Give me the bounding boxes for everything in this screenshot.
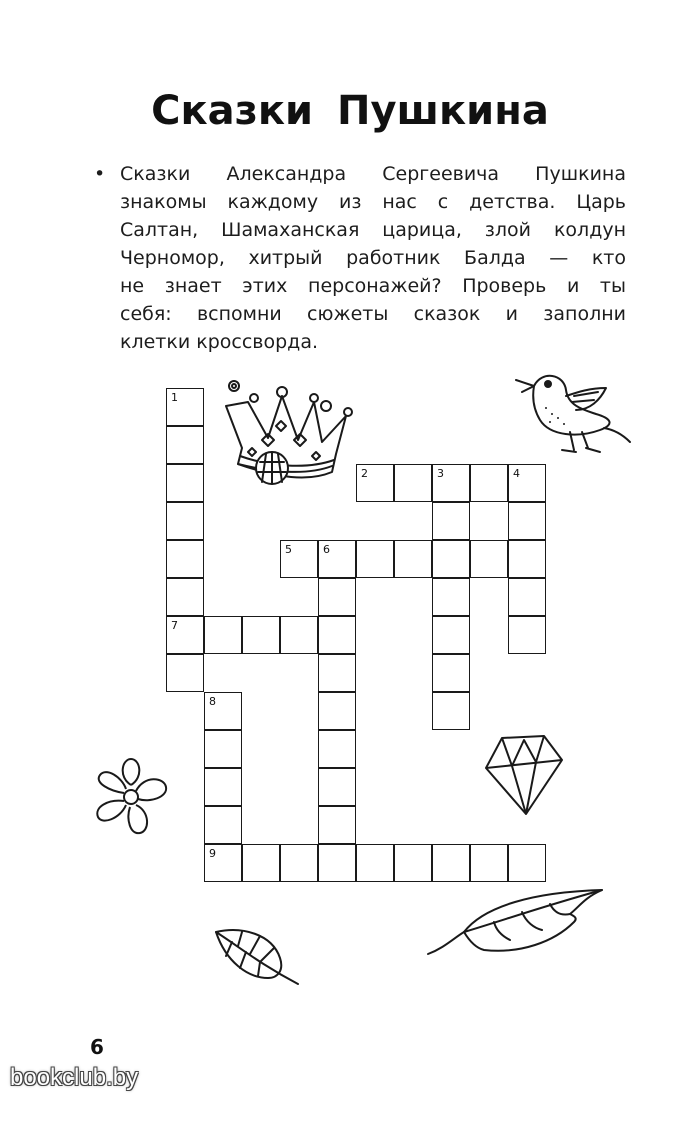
- crossword-cell[interactable]: [470, 464, 508, 502]
- crossword-cell[interactable]: [356, 844, 394, 882]
- crossword-cell[interactable]: [394, 540, 432, 578]
- crossword-cell[interactable]: [166, 426, 204, 464]
- crossword-cell[interactable]: [242, 844, 280, 882]
- crossword-cell[interactable]: [318, 692, 356, 730]
- crossword-cell[interactable]: [318, 806, 356, 844]
- intro-line: Черномор, хитрый работник Балда — кто: [120, 247, 626, 269]
- clue-number: 3: [437, 467, 444, 480]
- crossword-cell[interactable]: [432, 844, 470, 882]
- crossword-cell[interactable]: [204, 616, 242, 654]
- crossword-cell[interactable]: [204, 844, 242, 882]
- clue-number: 6: [323, 543, 330, 556]
- clue-number: 4: [513, 467, 520, 480]
- clue-number: 5: [285, 543, 292, 556]
- watermark: bookclub.by: [10, 1064, 139, 1091]
- crossword-cell[interactable]: [318, 616, 356, 654]
- crown-icon: [218, 376, 358, 494]
- intro-line: себя: вспомни сюжеты сказок и заполни: [120, 303, 626, 325]
- crossword-cell[interactable]: [204, 768, 242, 806]
- crossword-cell[interactable]: [242, 616, 280, 654]
- page-title: Сказки Пушкина: [151, 88, 549, 134]
- crossword-cell[interactable]: [394, 844, 432, 882]
- crossword-cell[interactable]: [318, 654, 356, 692]
- crossword-cell[interactable]: [432, 578, 470, 616]
- intro-text: [120, 160, 626, 356]
- crossword-cell[interactable]: [432, 654, 470, 692]
- crossword-cell[interactable]: [318, 540, 356, 578]
- crossword-cell[interactable]: [166, 654, 204, 692]
- crossword-cell[interactable]: [508, 464, 546, 502]
- crossword-cell[interactable]: [470, 844, 508, 882]
- crossword-cell[interactable]: [432, 464, 470, 502]
- leaf-icon: [212, 924, 302, 986]
- crossword-cell[interactable]: [394, 464, 432, 502]
- crossword-cell[interactable]: [166, 388, 204, 426]
- page-number: 6: [90, 1035, 104, 1059]
- crossword-cell[interactable]: [432, 692, 470, 730]
- crossword-cell[interactable]: [166, 540, 204, 578]
- crossword-cell[interactable]: [432, 540, 470, 578]
- crossword-cell[interactable]: [318, 578, 356, 616]
- crossword-cell[interactable]: [318, 730, 356, 768]
- feather-icon: [424, 884, 606, 966]
- crossword-cell[interactable]: [166, 616, 204, 654]
- crossword-cell[interactable]: [280, 616, 318, 654]
- intro-line: Салтан, Шамаханская царица, злой колдун: [120, 219, 626, 241]
- intro-line: клетки кроссворда.: [120, 331, 318, 353]
- crossword-cell[interactable]: [280, 540, 318, 578]
- crossword-cell[interactable]: [204, 730, 242, 768]
- intro-paragraph: [96, 160, 626, 356]
- crossword-cell[interactable]: [508, 502, 546, 540]
- crossword-cell[interactable]: [470, 540, 508, 578]
- crossword-cell[interactable]: [166, 578, 204, 616]
- crossword-cell[interactable]: [318, 844, 356, 882]
- crossword-cell[interactable]: [204, 692, 242, 730]
- clue-number: 1: [171, 391, 178, 404]
- crossword-cell[interactable]: [508, 578, 546, 616]
- clue-number: 9: [209, 847, 216, 860]
- crossword-cell[interactable]: [204, 806, 242, 844]
- intro-line: знакомы каждому из нас с детства. Царь: [120, 191, 626, 213]
- crossword-cell[interactable]: [432, 616, 470, 654]
- crossword-cell[interactable]: [508, 540, 546, 578]
- crossword-cell[interactable]: [318, 768, 356, 806]
- intro-line: не знает этих персонажей? Проверь и ты: [120, 275, 626, 297]
- crossword-cell[interactable]: [508, 616, 546, 654]
- crossword-cell[interactable]: [508, 844, 546, 882]
- crossword-cell[interactable]: [166, 502, 204, 540]
- intro-line: Сказки Александра Сергеевича Пушкина: [120, 163, 626, 185]
- clue-number: 2: [361, 467, 368, 480]
- flower-icon: [88, 755, 174, 841]
- bullet-marker: •: [94, 163, 106, 185]
- crossword-cell[interactable]: [432, 502, 470, 540]
- bird-icon: [512, 366, 634, 462]
- crossword-cell[interactable]: [356, 540, 394, 578]
- crossword-cell[interactable]: [280, 844, 318, 882]
- diamond-icon: [482, 732, 566, 818]
- crossword-cell[interactable]: [356, 464, 394, 502]
- crossword-cell[interactable]: [166, 464, 204, 502]
- clue-number: 8: [209, 695, 216, 708]
- clue-number: 7: [171, 619, 178, 632]
